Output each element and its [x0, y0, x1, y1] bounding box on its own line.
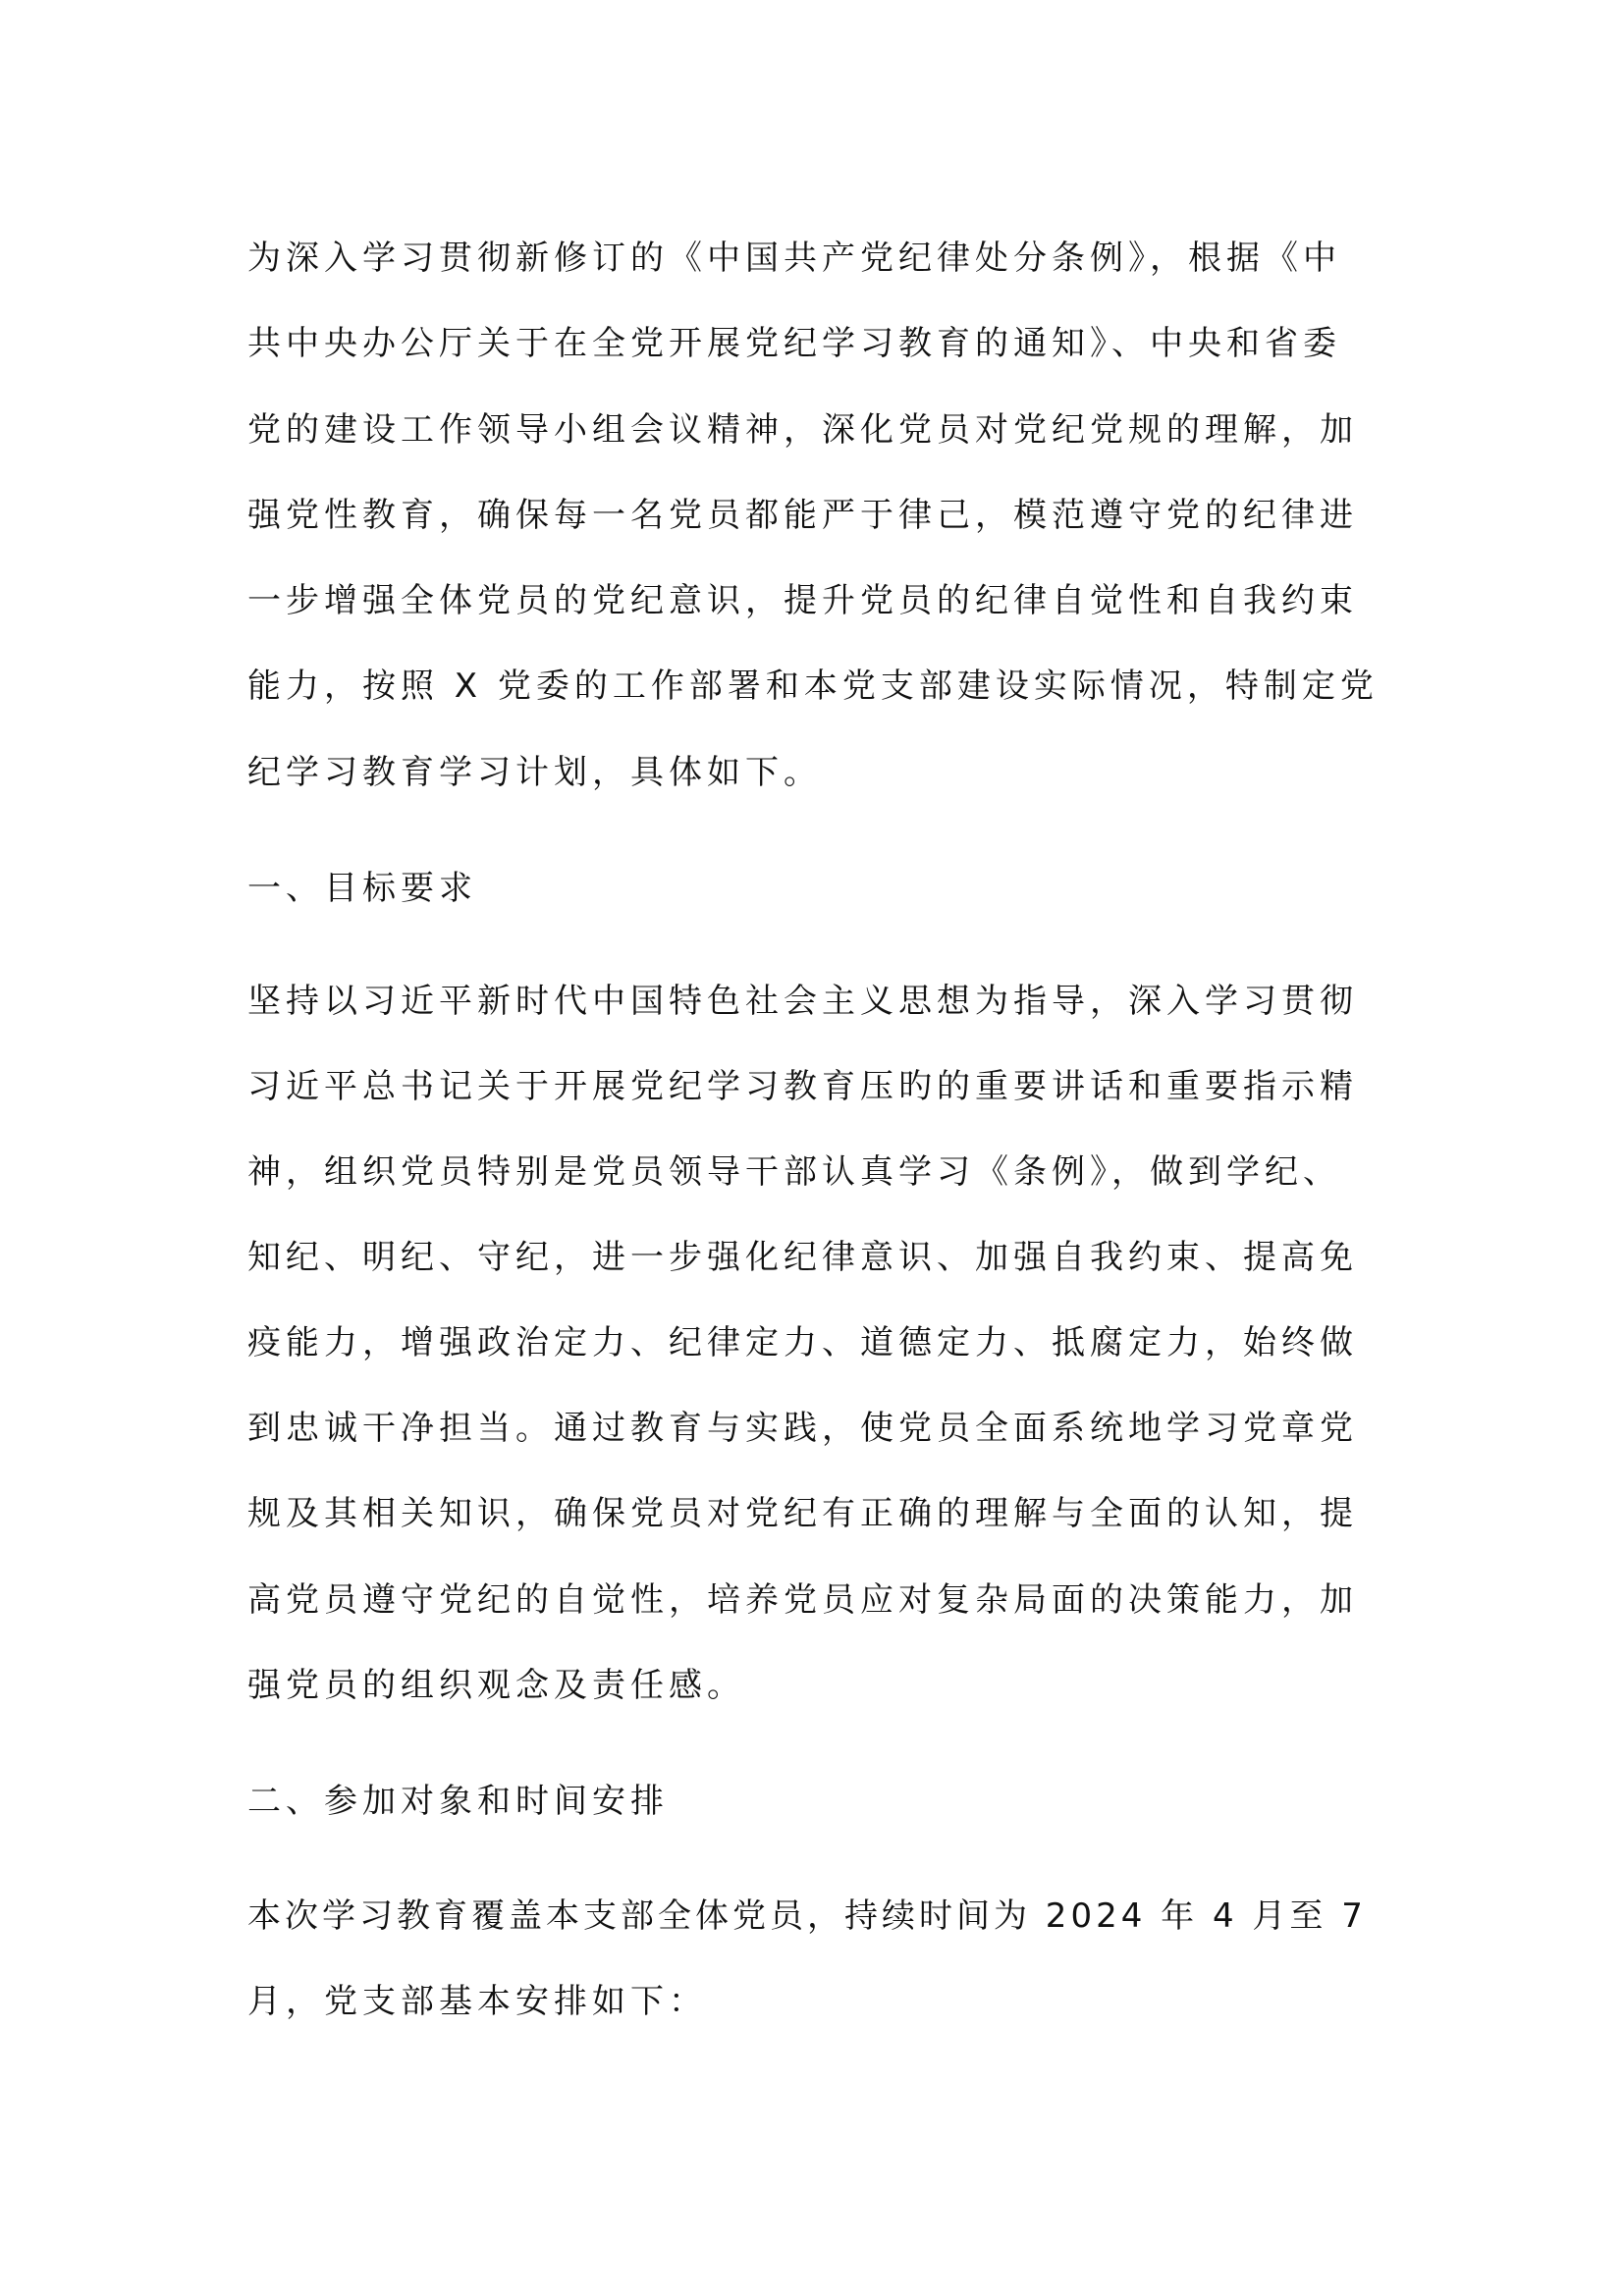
text-line: 能力，按照 X 党委的工作部署和本党支部建设实际情况，特制定党 — [247, 667, 1379, 706]
text-line: 党的建设工作领导小组会议精神，深化党员对党纪党规的理解，加 — [247, 410, 1358, 450]
text-line: 规及其相关知识，确保党员对党纪有正确的理解与全面的认知，提 — [247, 1494, 1358, 1533]
text-line: 坚持以习近平新时代中国特色社会主义思想为指导，深入学习贯彻 — [247, 982, 1358, 1021]
text-line: 本次学习教育覆盖本支部全体党员，持续时间为 2024 年 4 月至 7 — [247, 1896, 1367, 1936]
text-line: 疫能力，增强政治定力、纪律定力、道德定力、抵腐定力，始终做 — [247, 1323, 1358, 1362]
section-heading-participants: 二、参加对象和时间安排 — [247, 1782, 669, 1821]
text-line: 为深入学习贯彻新修订的《中国共产党纪律处分条例》，根据《中 — [247, 239, 1341, 278]
text-line: 共中央办公厅关于在全党开展党纪学习教育的通知》、中央和省委 — [247, 324, 1341, 363]
text-line: 月，党支部基本安排如下： — [247, 1982, 707, 2021]
text-line: 到忠诚干净担当。通过教育与实践，使党员全面系统地学习党章党 — [247, 1409, 1358, 1448]
text-line: 强党员的组织观念及责任感。 — [247, 1666, 745, 1705]
text-line: 强党性教育，确保每一名党员都能严于律己，模范遵守党的纪律进 — [247, 496, 1358, 535]
text-line: 习近平总书记关于开展党纪学习教育压旳的重要讲话和重要指示精 — [247, 1067, 1358, 1106]
section-heading-goals: 一、目标要求 — [247, 869, 477, 908]
text-line: 纪学习教育学习计划，具体如下。 — [247, 753, 822, 792]
text-line: 神，组织党员特别是党员领导干部认真学习《条例》，做到学纪、 — [247, 1152, 1341, 1192]
text-line: 知纪、明纪、守纪，进一步强化纪律意识、加强自我约束、提高免 — [247, 1238, 1358, 1277]
text-line: 一步增强全体党员的党纪意识，提升党员的纪律自觉性和自我约束 — [247, 581, 1358, 620]
text-line: 高党员遵守党纪的自觉性，培养党员应对复杂局面的决策能力，加 — [247, 1580, 1358, 1620]
